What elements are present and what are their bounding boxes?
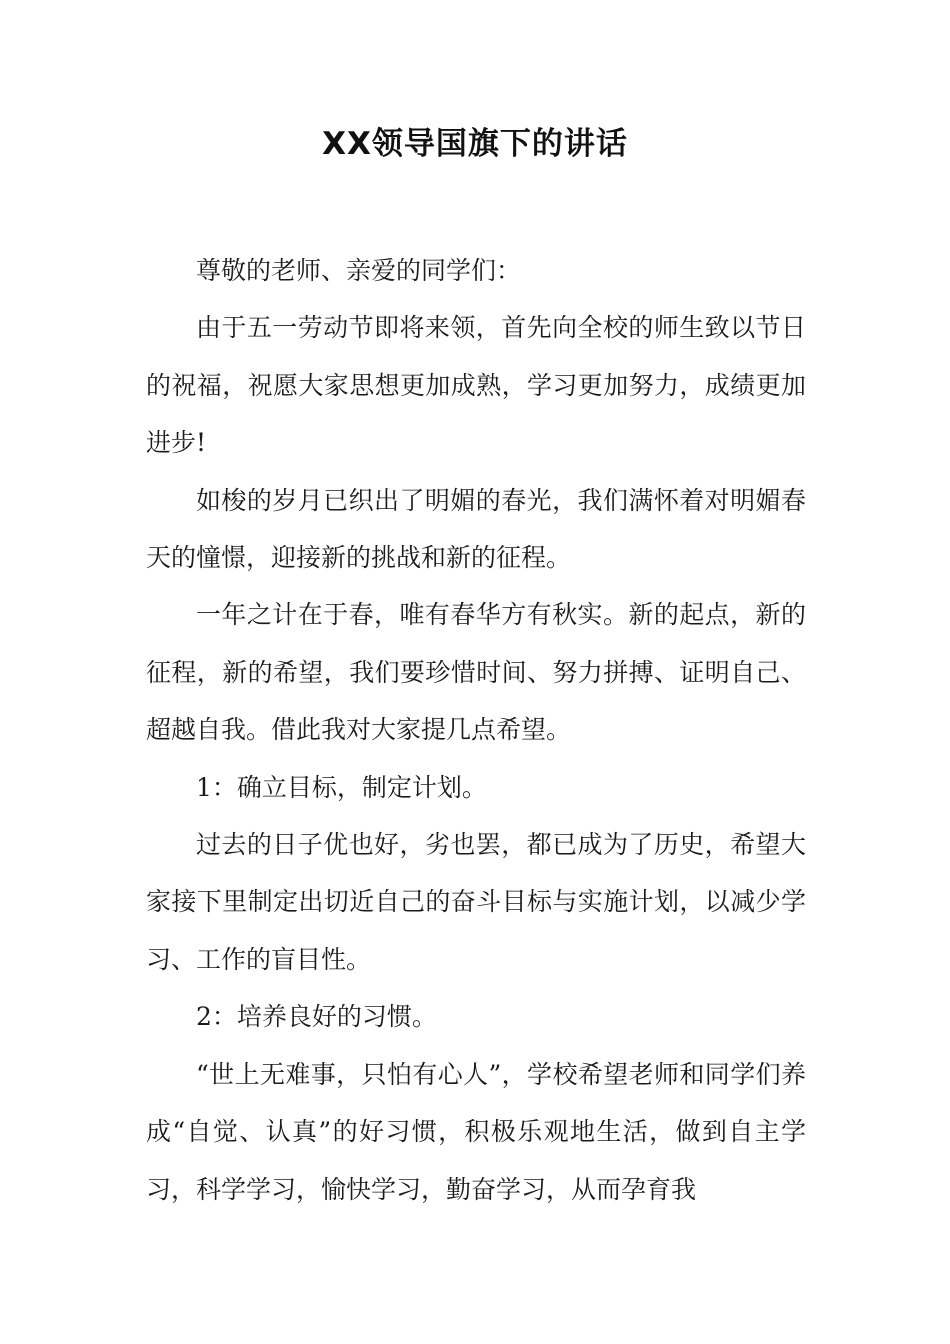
paragraph: 过去的日子优也好，劣也罢，都已成为了历史，希望大家接下里制定出切近自己的奋斗目标与实施计划，以减少学习、工作的盲目性。: [146, 830, 806, 974]
document-title: XX领导国旗下的讲话: [322, 126, 628, 162]
paragraph-point-heading: 2：培养良好的习惯。: [196, 1002, 437, 1032]
paragraph: 如梭的岁月已织出了明媚的春光，我们满怀着对明媚春天的憧憬，迎接新的挑战和新的征程。: [146, 485, 806, 573]
paragraph: “世上无难事，只怕有心人”，学校希望老师和同学们养成“自觉、认真”的好习惯，积极乐观地生活，做到自主学习，科学学习，愉快学习，勤奋学习，从而孕育我: [146, 1059, 806, 1204]
paragraph: 一年之计在于春，唯有春华方有秋实。新的起点，新的征程，新的希望，我们要珍惜时间、努力拼搏、证明自己、超越自我。借此我对大家提几点希望。: [146, 600, 806, 745]
document-body: [146, 242, 806, 1218]
paragraph: 由于五一劳动节即将来领，首先向全校的师生致以节日的祝福，祝愿大家思想更加成熟，学习更加努力，成绩更加进步!: [146, 313, 806, 458]
paragraph-point-heading: 1：确立目标，制定计划。: [196, 772, 487, 802]
paragraph-salutation: 尊敬的老师、亲爱的同学们：: [196, 256, 522, 285]
